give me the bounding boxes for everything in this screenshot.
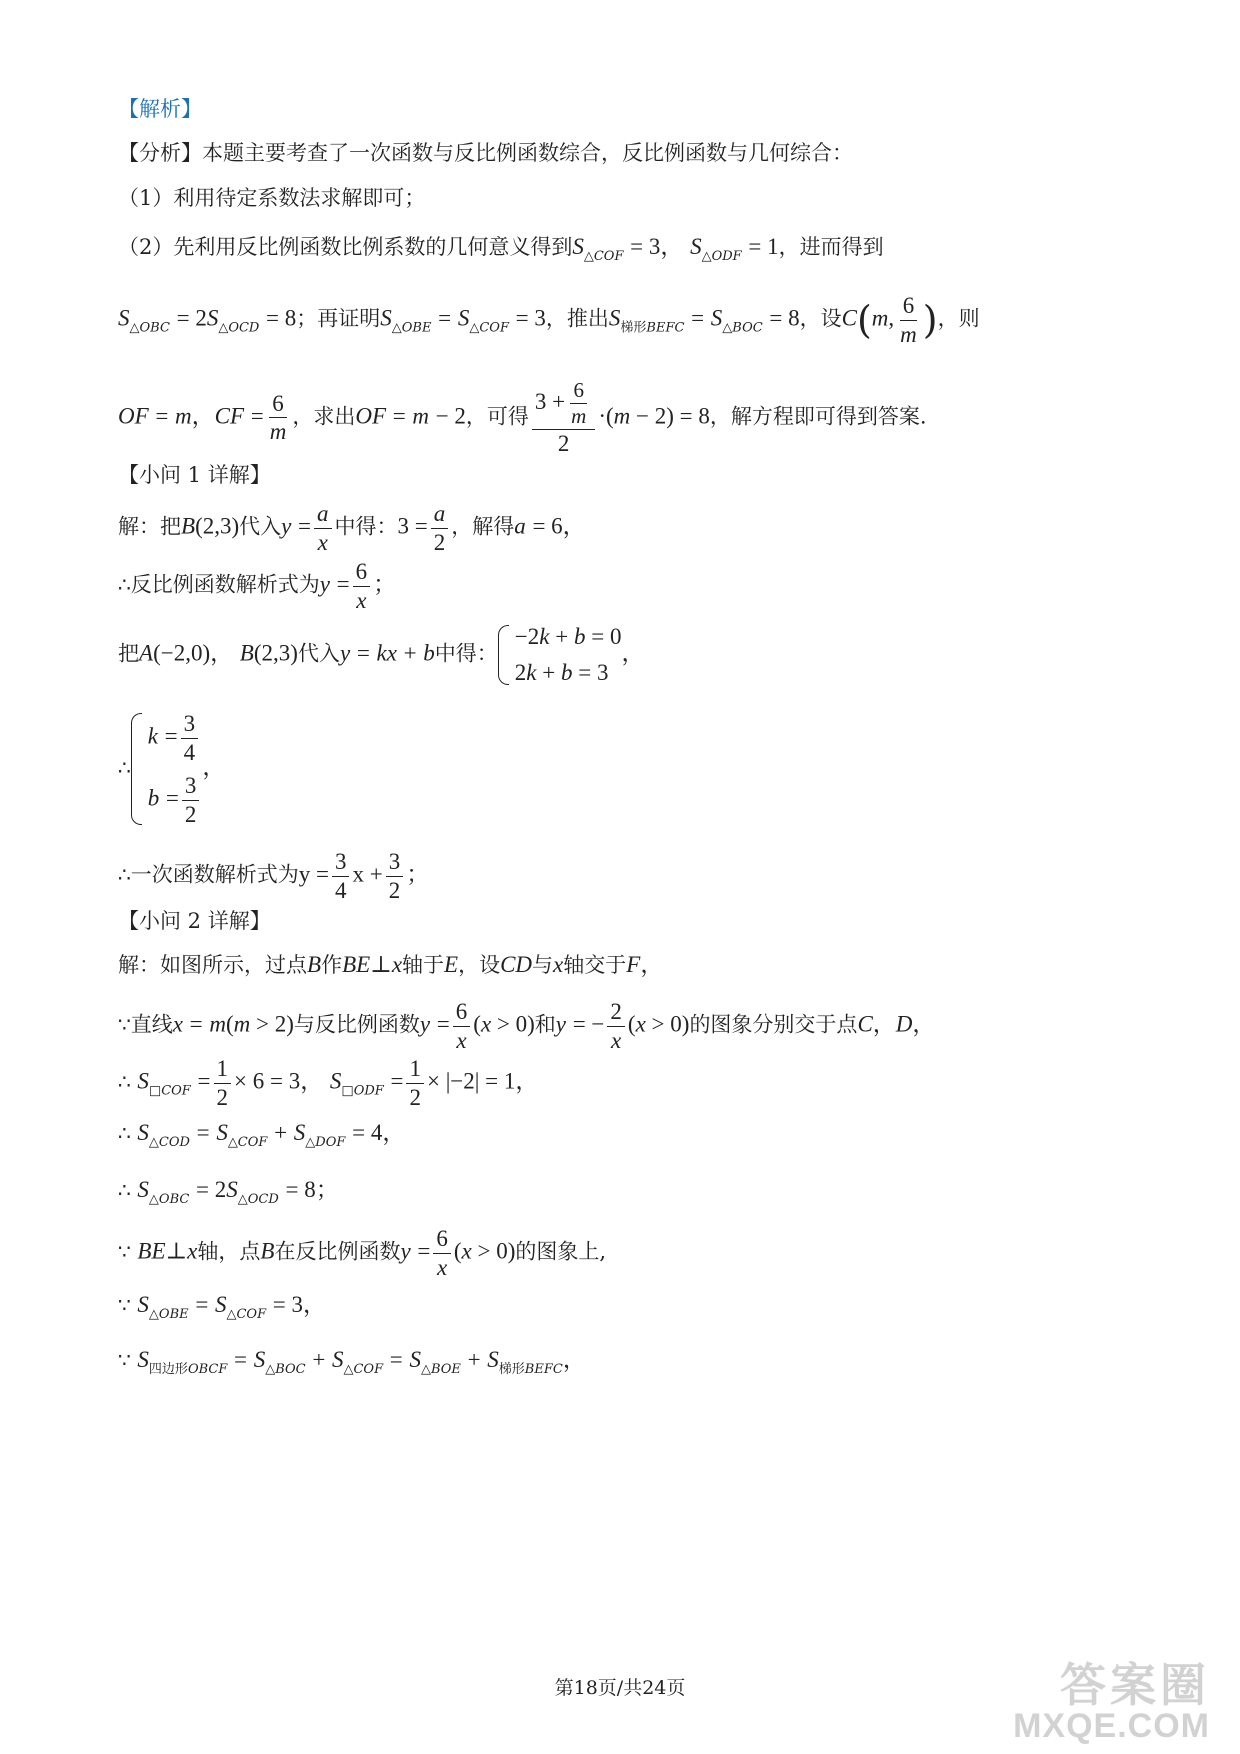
analysis-line-5: OF = m，CF = $\frac{6}{m}$ ，求出OF = m − 2，可得 3 + $\frac{6}{m}$ 2 ·(m − 2) = 8，解方程即可得到答案. [118,378,927,457]
q1-header: 【小问 1 详解】 [118,463,271,487]
analysis-step-2: （2）先利用反比例函数比例系数的几何意义得到$S_{\triangle COF} = 3$， $S_{\triangle ODF} = 1$，进而得到 [118,234,884,264]
q2-line-3: ∴ $S_{□COF}$ = $\frac{1}{2}$ × 6 = 3， $S_{□ODF}$ = $\frac{1}{2}$ × |−2| = 1， [118,1056,539,1110]
q2-line-2: ∵直线x = m(m > 2)与反比例函数y = $\frac{6}{x}$ (x > 0)和y = − $\frac{2}{x}$ (x > 0)的图象分别交于点C，D， [118,999,936,1053]
q2-line-7: ∵ $S_{\triangle OBE} = S_{\triangle COF} = 3$， [118,1292,327,1322]
analysis-text: 本题主要考查了一次函数与反比例函数综合，反比例函数与几何综合： [202,141,853,165]
watermark-text-bottom: MXQE.COM [1013,1707,1210,1745]
q1-line-4: ∴ k = $\frac{3}{4}$ b = $\frac{3}{2}$ ， [118,711,226,827]
q1-line-3: 把A(−2,0)， B(2,3)代入y = kx + b中得： −2k + b = 0 2k + b = 3 ， [118,624,645,685]
analysis-step-1: （1）利用待定系数法求解即可； [118,186,426,210]
watermark-logo [1013,1658,1210,1745]
q2-line-4: ∴ $S_{\triangle COD} = S_{\triangle COF} + S_{\triangle DOF} = 4$， [118,1120,406,1150]
q2-line-8: ∵ $S_{四边形OBCF} = S_{\triangle BOC} + S_{\triangle COF} = S_{\triangle BOE} + S_{梯形BEFC}$， [118,1347,586,1377]
analysis-line-4: $S_{\triangle OBC} = 2S_{\triangle OCD} = 8$；再证明$S_{\triangle OBE} = S_{\triangle COF} = 3$，推出$S_{梯形BEFC} = S_{\triangle BOC} = 8$，设C(m, $\frac{6}{m}$ )，则 [118,293,980,347]
q1-line-1: 解：把B(2,3)代入y = $\frac{a}{x}$ 中得：3 = $\frac{a}{2}$ ，解得a = 6， [118,501,586,555]
q1-line-5: ∴一次函数解析式为y = $\frac{3}{4}$ x + $\frac{3}{2}$ ； [118,849,430,903]
q2-line-6: ∵ BE⊥x轴，点B在反比例函数y = $\frac{6}{x}$ (x > 0)的图象上, [118,1226,607,1280]
analysis-label: 【分析】 [118,141,202,165]
q2-line-1: 解：如图所示，过点B作BE⊥x轴于E，设CD与x轴交于F， [118,952,664,977]
analysis-paragraph [118,140,853,167]
q2-line-5: ∴ $S_{\triangle OBC} = 2S_{\triangle OCD} = 8$； [118,1177,339,1207]
q1-line-2: ∴反比例函数解析式为y = $\frac{6}{x}$ ； [118,559,397,613]
section-header-analysis: 【解析】 [118,97,202,121]
q2-header: 【小问 2 详解】 [118,909,271,933]
page-footer: 第18页/共24页 [554,1677,686,1699]
watermark-text-top: 答案圈 [1060,1658,1210,1712]
